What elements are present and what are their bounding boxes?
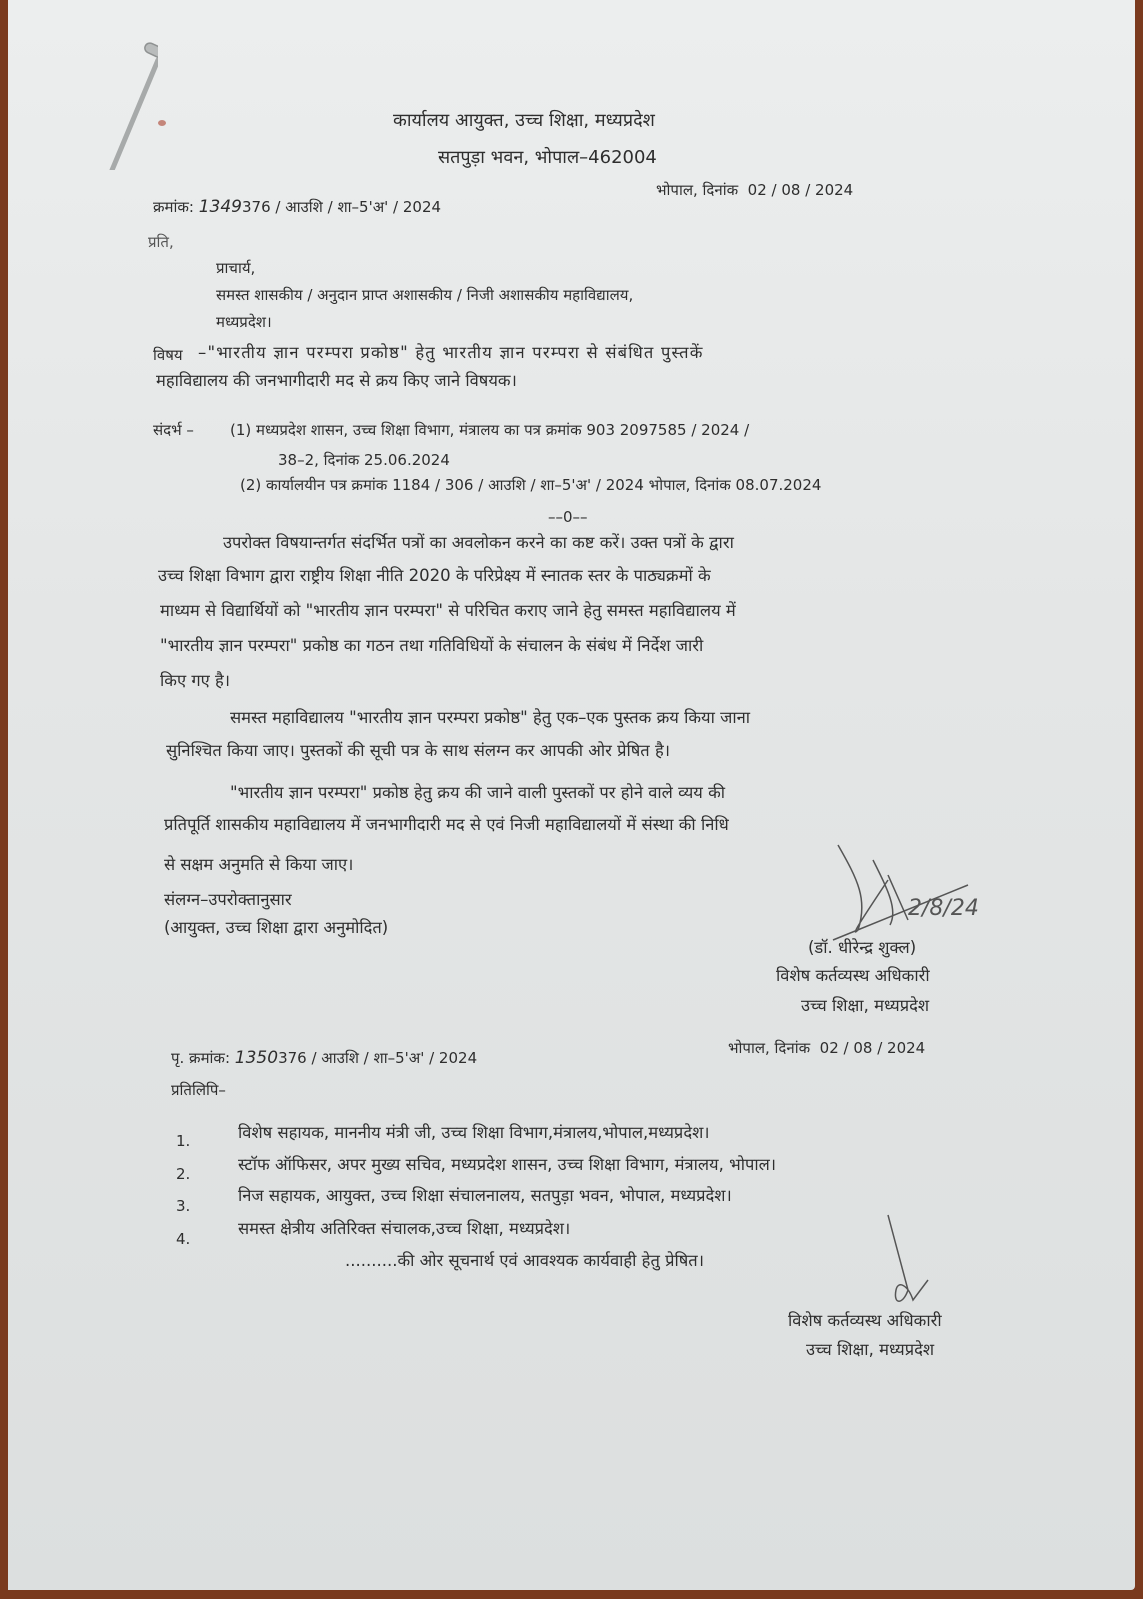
letter-date: भोपाल, दिनांक 02 / 08 / 2024 [656,181,854,199]
copy-item-number: 2. [176,1165,191,1183]
copy-date: भोपाल, दिनांक 02 / 08 / 2024 [728,1039,926,1057]
to-label: प्रति, [148,233,174,251]
enclosure-note: संलग्न–उपरोक्तानुसार [164,890,292,909]
letter-number: क्रमांक: 1349376 / आउशि / शा–5'अ' / 2024 [153,197,442,217]
paper-pin-icon [58,20,158,170]
reference-line: (1) मध्यप्रदेश शासन, उच्च शिक्षा विभाग, मंत्रालय का पत्र क्रमांक 903 2097585 / 2024 / [230,421,750,439]
document-page [8,0,1135,1590]
paragraph-line: से सक्षम अनुमति से किया जाए। [164,855,354,874]
reference-label: संदर्भ – [153,421,194,439]
reference-line: 38–2, दिनांक 25.06.2024 [278,451,450,469]
subject-line: महाविद्यालय की जनभागीदारी मद से क्रय किए जाने विषयक। [156,371,517,390]
subject-label: विषय [153,346,183,364]
separator: ––0–– [548,508,588,526]
handwritten-number: 1349 [198,197,242,217]
signatory-designation: विशेष कर्तव्यस्थ अधिकारी [776,966,930,985]
paragraph-line: "भारतीय ज्ञान परम्परा" प्रकोष्ठ का गठन तथा गतिविधियों के संचालन के संबंध में निर्देश जारी [160,636,704,655]
paragraph-line: "भारतीय ज्ञान परम्परा" प्रकोष्ठ हेतु क्रय की जाने वाली पुस्तकों पर होने वाले व्यय की [230,783,726,802]
copy-number: पृ. क्रमांक: 1350376 / आउशि / शा–5'अ' / 2024 [171,1048,478,1068]
copy-item: स्टॉफ ऑफिसर, अपर मुख्य सचिव, मध्यप्रदेश शासन, उच्च शिक्षा विभाग, मंत्रालय, भोपाल। [238,1155,777,1174]
paragraph-line: सुनिश्चित किया जाए। पुस्तकों की सूची पत्र के साथ संलग्न कर आपकी ओर प्रेषित है। [166,741,670,760]
copy-item-number: 1. [176,1132,191,1150]
approval-note: (आयुक्त, उच्च शिक्षा द्वारा अनुमोदित) [164,918,389,937]
forwarding-note: ..........की ओर सूचनार्थ एवं आवश्यक कार्यवाही हेतु प्रेषित। [345,1251,704,1270]
copy-label: प्रतिलिपि– [171,1081,226,1099]
signatory-name: (डॉ. धीरेन्द्र शुक्ल) [808,938,917,957]
copy-item: समस्त क्षेत्रीय अतिरिक्त संचालक,उच्च शिक्षा, मध्यप्रदेश। [238,1219,571,1238]
recipient-line: समस्त शासकीय / अनुदान प्राप्त अशासकीय / निजी अशासकीय महाविद्यालय, [216,286,634,304]
subject-line: –"भारतीय ज्ञान परम्परा प्रकोष्ठ" हेतु भारतीय ज्ञान परम्परा से संबंधित पुस्तकें [198,343,704,362]
reference-line: (2) कार्यालयीन पत्र क्रमांक 1184 / 306 / आउशि / शा–5'अ' / 2024 भोपाल, दिनांक 08.07.2024 [240,476,822,494]
copy-item: निज सहायक, आयुक्त, उच्च शिक्षा संचालनालय, सतपुड़ा भवन, भोपाल, मध्यप्रदेश। [238,1186,732,1205]
ink-spot [158,120,166,126]
copy-item-number: 3. [176,1197,191,1215]
paragraph-line: उच्च शिक्षा विभाग द्वारा राष्ट्रीय शिक्षा नीति 2020 के परिप्रेक्ष्य में स्नातक स्तर के पाठ्यक्रमों के [158,566,711,585]
copy-item: विशेष सहायक, माननीय मंत्री जी, उच्च शिक्षा विभाग,मंत्रालय,भोपाल,मध्यप्रदेश। [238,1123,710,1142]
signature-icon [828,840,1028,950]
paragraph-line: प्रतिपूर्ति शासकीय महाविद्यालय में जनभागीदारी मद से एवं निजी महाविद्यालयों में संस्था की निधि [164,815,729,834]
paragraph-line: उपरोक्त विषयान्तर्गत संदर्भित पत्रों का अवलोकन करने का कष्ट करें। उक्त पत्रों के द्वारा [223,533,734,552]
paragraph-line: किए गए है। [160,671,230,690]
copy-signatory-department: उच्च शिक्षा, मध्यप्रदेश [806,1340,935,1359]
copy-signatory-designation: विशेष कर्तव्यस्थ अधिकारी [788,1311,942,1330]
copy-item-number: 4. [176,1230,191,1248]
handwritten-number: 1350 [234,1048,279,1068]
recipient-line: मध्यप्रदेश। [216,313,272,331]
recipient-line: प्राचार्य, [216,259,256,277]
initials-signature-icon [868,1210,948,1320]
svg-text:2/8/24: 2/8/24 [908,896,979,921]
office-title: कार्यालय आयुक्त, उच्च शिक्षा, मध्यप्रदेश [393,110,655,131]
paragraph-line: समस्त महाविद्यालय "भारतीय ज्ञान परम्परा प्रकोष्ठ" हेतु एक–एक पुस्तक क्रय किया जाना [230,708,751,727]
office-address: सतपुड़ा भवन, भोपाल–462004 [438,147,657,168]
paragraph-line: माध्यम से विद्यार्थियों को "भारतीय ज्ञान परम्परा" से परिचित कराए जाने हेतु समस्त महाविद्यालय में [160,601,736,620]
signatory-department: उच्च शिक्षा, मध्यप्रदेश [801,996,930,1015]
